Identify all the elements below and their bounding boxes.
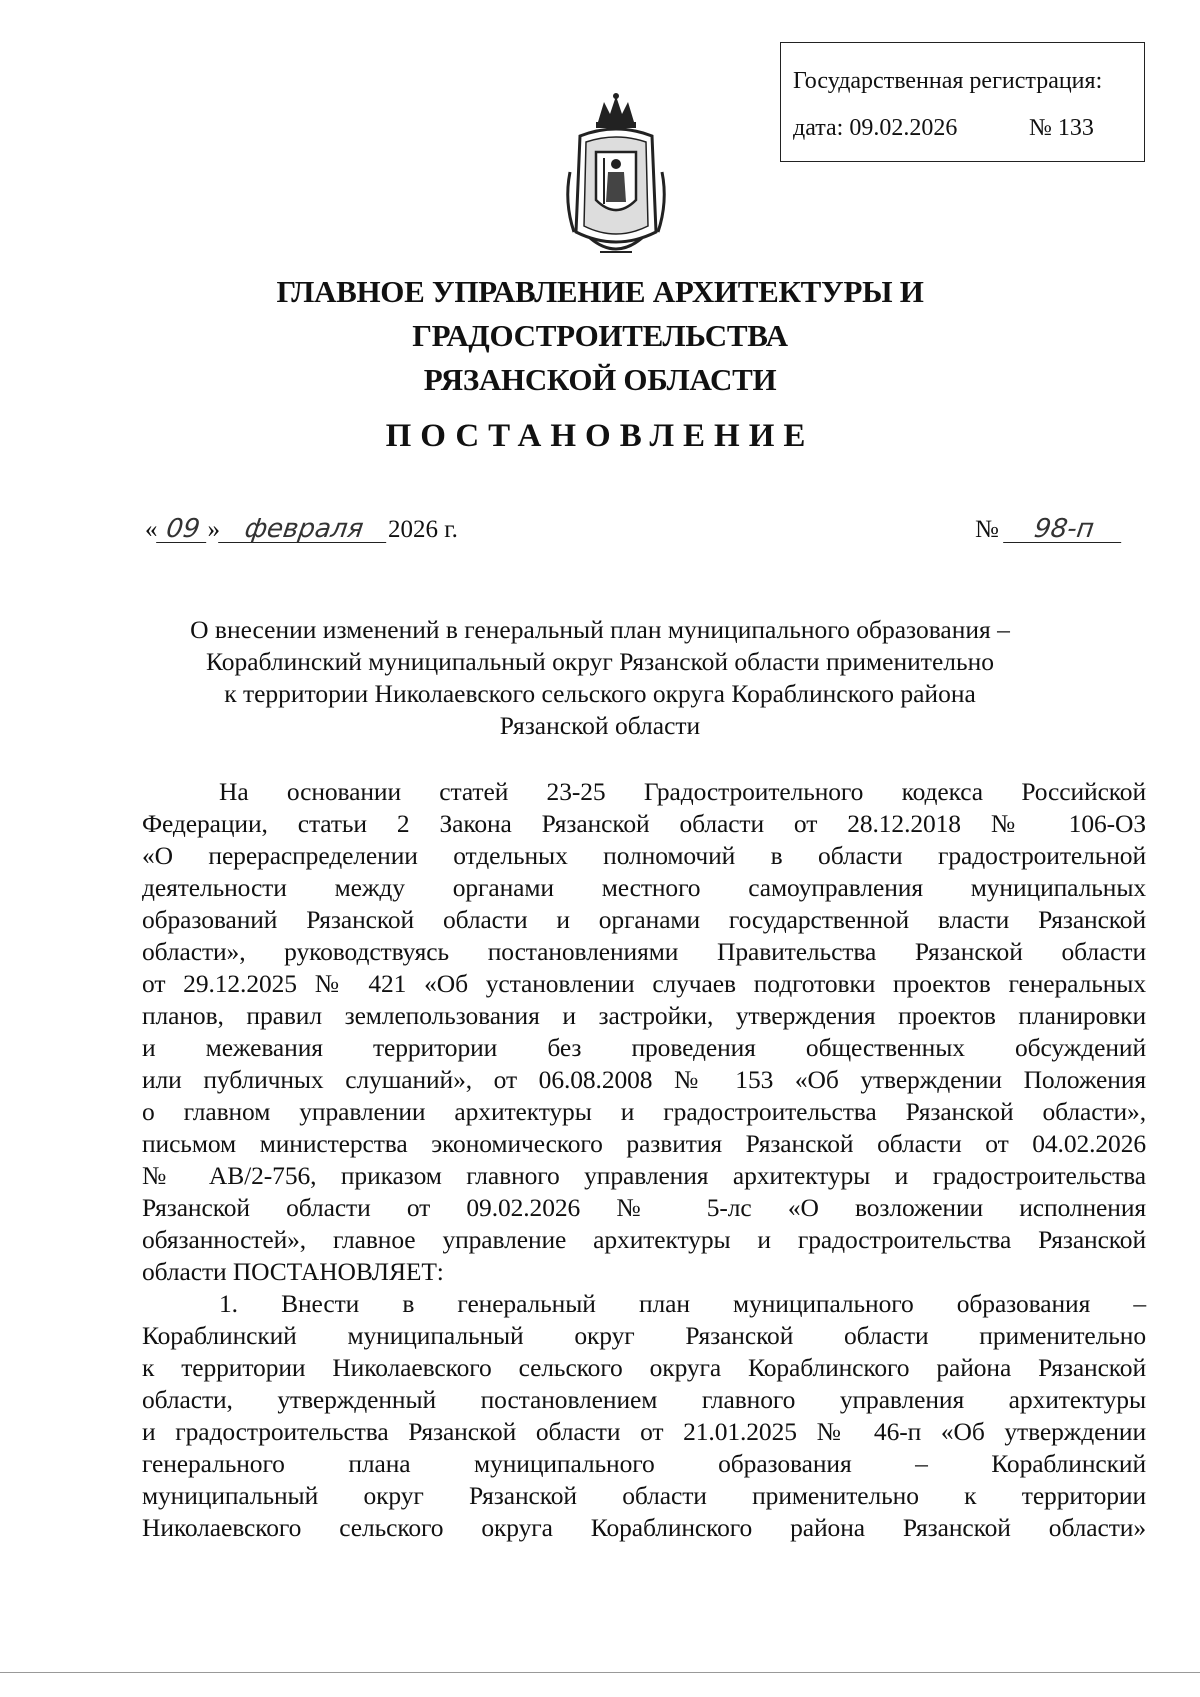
body-line: и межевания территории без проведения общественных обсуждений — [142, 1033, 1146, 1062]
body-line: обязанностей», главное управление архитектуры и градостроительства Рязанской — [142, 1225, 1146, 1254]
body-line: планов, правил землепользования и застройки, утверждения проектов планировки — [142, 1001, 1146, 1030]
body-line: «О перераспределении отдельных полномочий в области градостроительной — [142, 841, 1146, 870]
body-line: и градостроительства Рязанской области от 21.01.2025 № 46-п «Об утверждении — [142, 1417, 1146, 1446]
body-line: На основании статей 23-25 Градостроительного кодекса Российской — [219, 777, 1146, 806]
document-body — [142, 776, 1146, 1544]
body-line: Федерации, статьи 2 Закона Рязанской области от 28.12.2018 № 106-ОЗ — [142, 809, 1146, 838]
date-month-handwritten: февраля — [218, 516, 390, 543]
document-number — [975, 516, 1123, 544]
body-line: № АВ/2-756, приказом главного управления архитектуры и градостроительства — [142, 1161, 1146, 1190]
registration-number: № 133 — [1029, 115, 1094, 141]
body-line: области», руководствуясь постановлениями Правительства Рязанской области — [142, 937, 1146, 966]
date-close-quote: » — [207, 516, 220, 543]
subject-line: О внесении изменений в генеральный план муниципального образования – — [190, 615, 1010, 644]
document-type-heading: ПОСТАНОВЛЕНИЕ — [385, 418, 815, 454]
body-line: Рязанской области от 09.02.2026 № 5-лс «О возложении исполнения — [142, 1193, 1146, 1222]
page-bottom-edge — [0, 1672, 1200, 1673]
body-line: области ПОСТАНОВЛЯЕТ: — [142, 1257, 444, 1286]
body-line: или публичных слушаний», от 06.08.2008 № 153 «Об утверждении Положения — [142, 1065, 1146, 1094]
registration-title: Государственная регистрация: — [793, 68, 1103, 94]
body-line: 1. Внести в генеральный план муниципального образования – — [219, 1289, 1146, 1318]
coat-of-arms-icon — [560, 92, 672, 264]
body-line: Николаевского сельского округа Кораблинского района Рязанской области» — [142, 1513, 1146, 1542]
body-line: образований Рязанской области и органами государственной власти Рязанской — [142, 905, 1146, 934]
body-line: деятельности между органами местного самоуправления муниципальных — [142, 873, 1146, 902]
subject-line: Кораблинский муниципальный округ Рязанской области применительно — [205, 647, 995, 676]
registration-date: дата: 09.02.2026 — [793, 115, 958, 141]
date-year: 2026 г. — [388, 516, 458, 543]
authority-line-1: ГЛАВНОЕ УПРАВЛЕНИЕ АРХИТЕКТУРЫ И ГРАДОСТРОИТЕЛЬСТВА — [276, 274, 924, 353]
subject-line: Рязанской области — [499, 711, 701, 740]
body-line: о главном управлении архитектуры и градостроительства Рязанской области», — [142, 1097, 1146, 1126]
body-line: муниципальный округ Рязанской области применительно к территории — [142, 1481, 1146, 1510]
date-open-quote: « — [145, 516, 158, 543]
registration-stamp — [780, 42, 1145, 162]
body-line: от 29.12.2025 № 421 «Об установлении случаев подготовки проектов генеральных — [142, 969, 1146, 998]
document-subject — [140, 614, 1060, 742]
body-line: Кораблинский муниципальный округ Рязанской области применительно — [142, 1321, 1146, 1350]
number-sign: № — [975, 516, 999, 543]
body-line: области, утвержденный постановлением главного управления архитектуры — [142, 1385, 1146, 1414]
authority-line-2: РЯЗАНСКОЙ ОБЛАСТИ — [423, 362, 777, 397]
body-line: к территории Николаевского сельского округа Кораблинского района Рязанской — [142, 1353, 1146, 1382]
body-line: генерального плана муниципального образования – Кораблинский — [142, 1449, 1146, 1478]
issuing-authority — [100, 270, 1100, 402]
subject-line: к территории Николаевского сельского округа Кораблинского района — [224, 679, 976, 708]
body-line: письмом министерства экономического развития Рязанской области от 04.02.2026 — [142, 1129, 1146, 1158]
number-handwritten: 98-п — [1003, 516, 1125, 543]
date-day-handwritten: 09 — [156, 516, 210, 543]
document-date — [145, 516, 458, 544]
